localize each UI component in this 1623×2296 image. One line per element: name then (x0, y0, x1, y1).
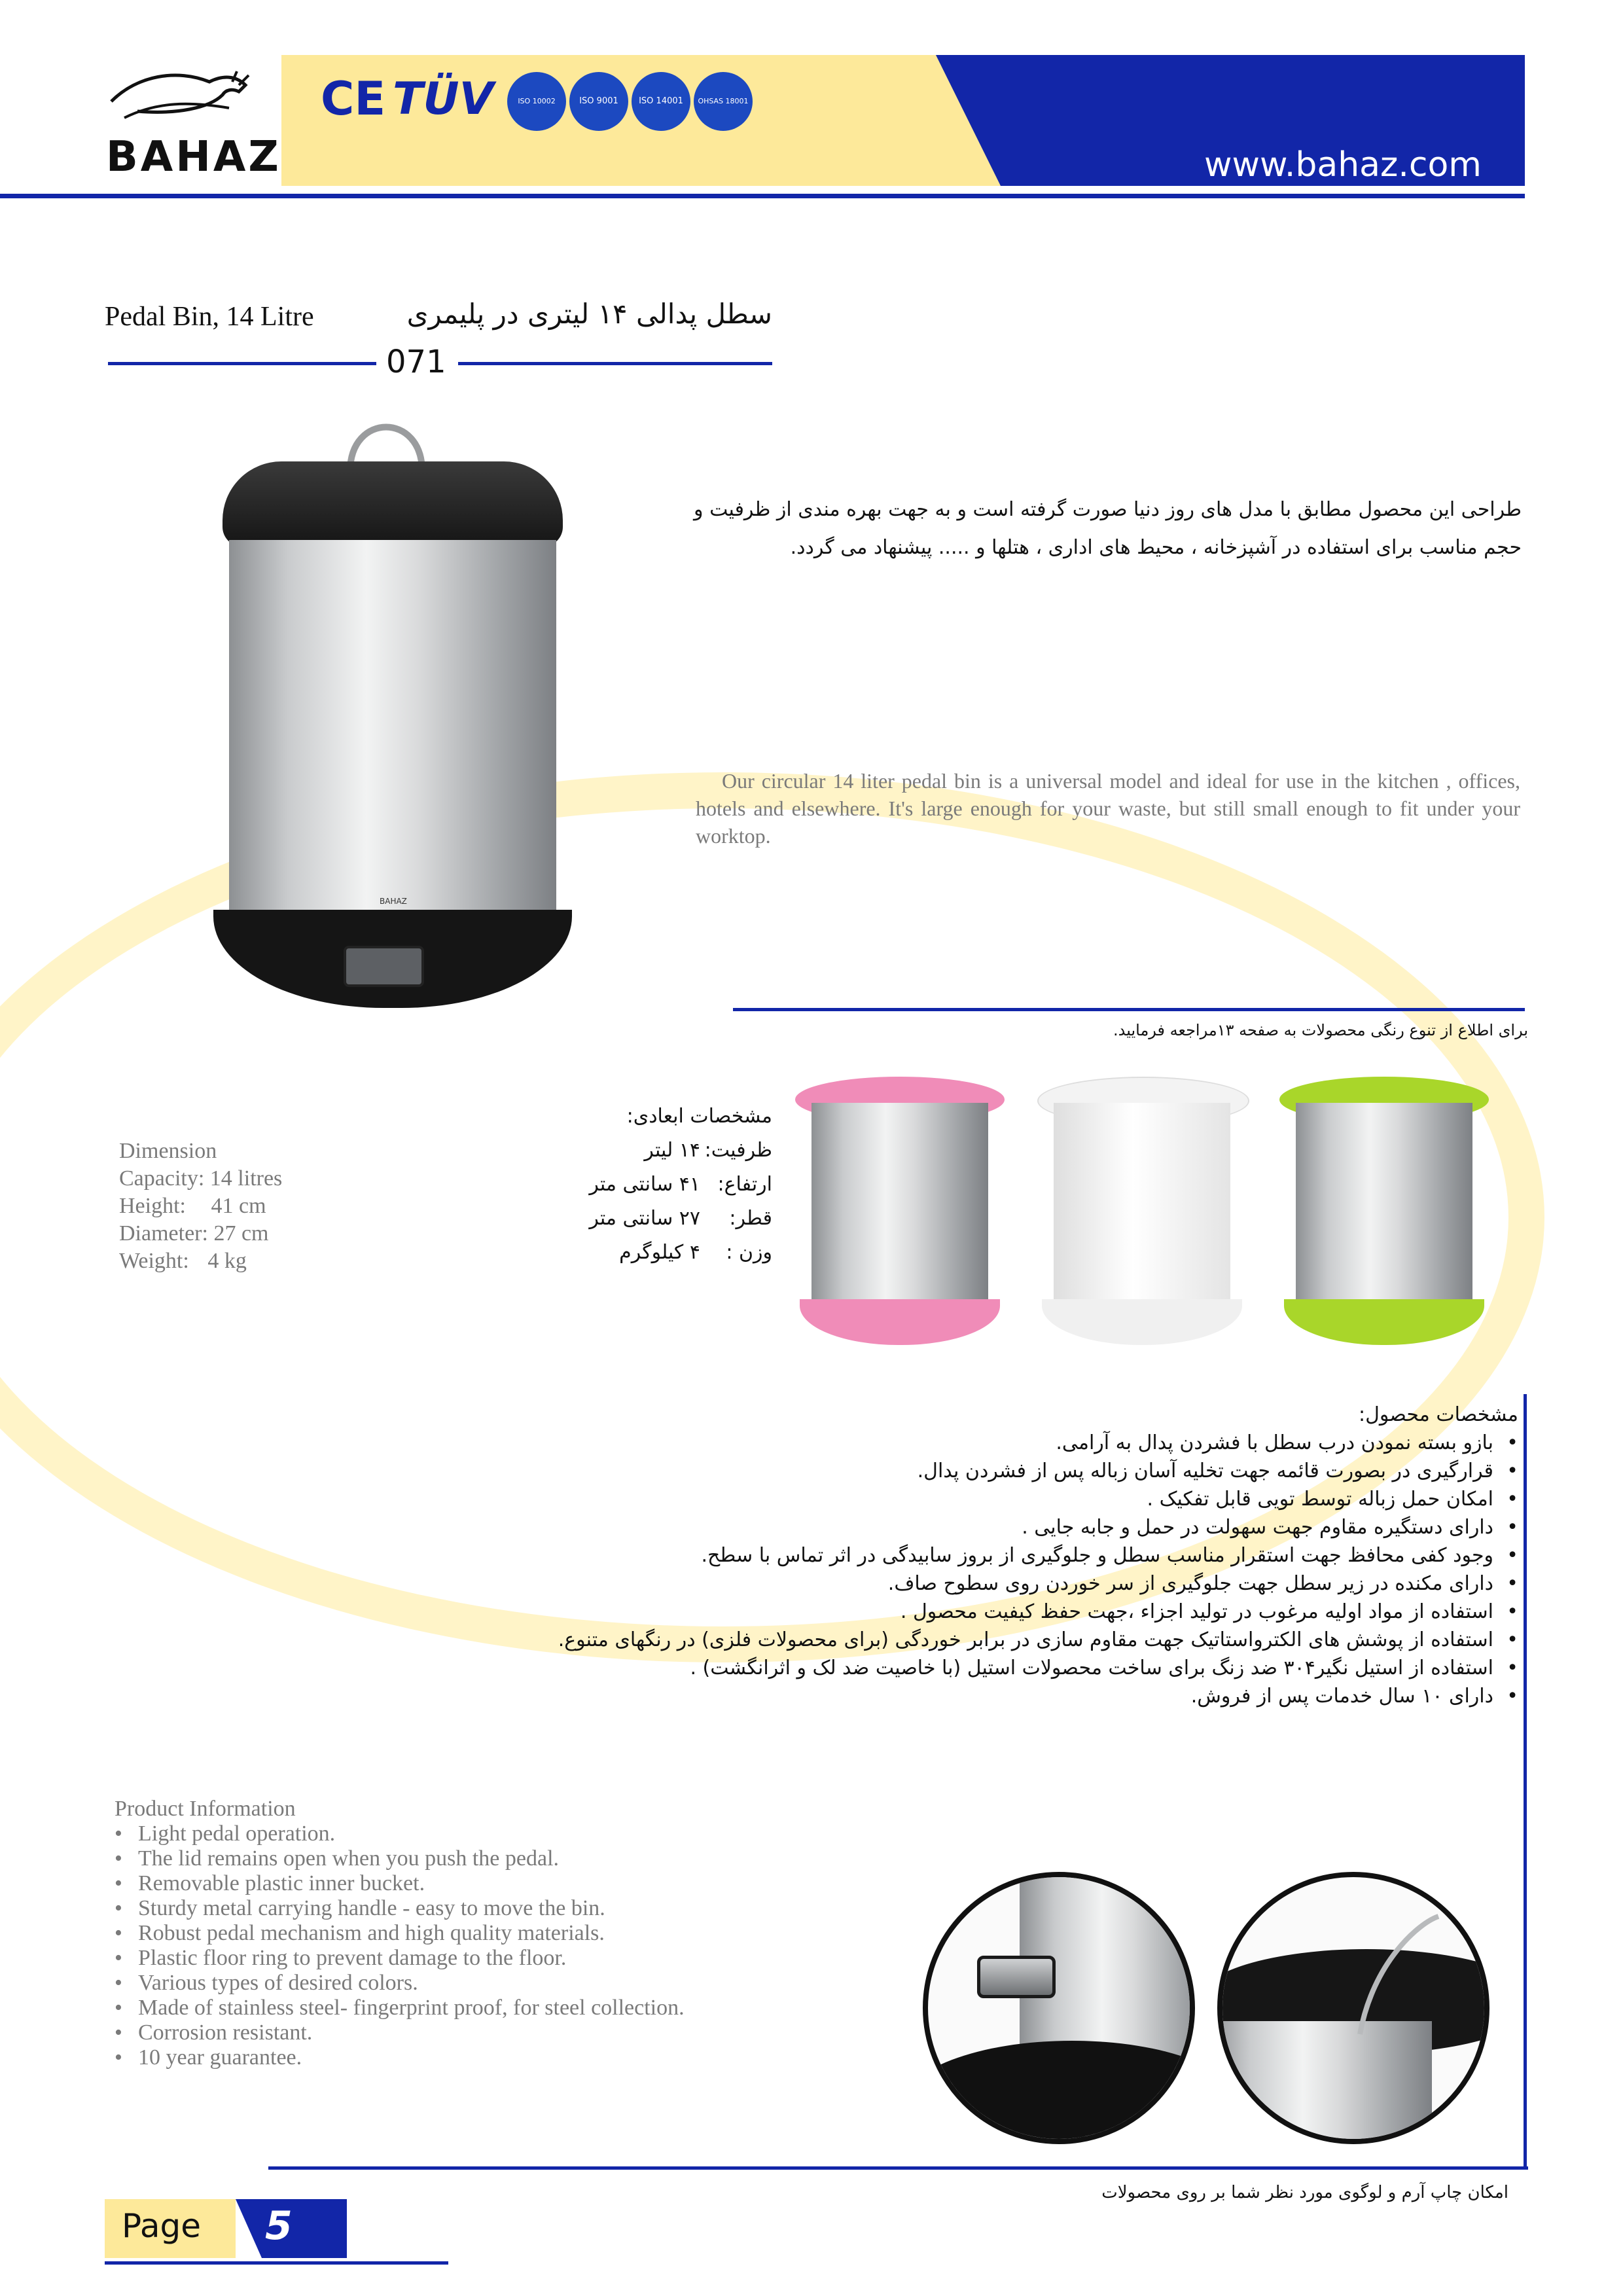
dimension-value-fa: ۴۱ سانتی متر (589, 1173, 700, 1196)
dimension-value: 4 kg (207, 1249, 247, 1273)
list-item: • امکان حمل زباله توسط تویی قابل تفکیک . (445, 1485, 1518, 1513)
white-bin-base (1042, 1299, 1242, 1345)
features-heading-en: Product Information (115, 1797, 296, 1821)
dimension-row (119, 1165, 282, 1193)
detail-base (923, 2041, 1195, 2144)
bin-lid (223, 461, 563, 547)
page-indicator (105, 2199, 347, 2258)
dimension-value: 41 cm (211, 1194, 266, 1218)
dimension-row (119, 1220, 282, 1247)
dimension-label: Capacity: (119, 1166, 205, 1191)
list-item: • استفاده از استیل نگیر۳۰۴ ضد زنگ برای ساخت محصولات استیل (با خاصیت ضد لک و اثرانگشت) . (445, 1654, 1518, 1682)
tuv-mark: TÜV (393, 73, 494, 125)
description-fa: طراحی این محصول مطابق با مدل های روز دنیا صورت گرفته است و به جهت بهره مندی از ظرفیت و حجم مناسب برای استفاده در آشپزخانه ، محیط های اداری ، هتلها و ..... پیشنهاد می گردد. (694, 498, 1522, 559)
dimension-row-fa (537, 1168, 772, 1202)
white-bin-body (1054, 1103, 1230, 1312)
color-variants-image (785, 1041, 1512, 1361)
dimension-value-fa: ۱۴ لیتر (644, 1139, 700, 1162)
list-item: • Plastic floor ring to prevent damage to the floor. (115, 1946, 933, 1971)
list-item: • Corrosion resistant. (115, 2020, 933, 2045)
colors-rule (733, 1008, 1525, 1011)
product-title-en: Pedal Bin, 14 Litre (105, 302, 314, 332)
brand-name: BAHAZ (106, 133, 281, 181)
dimension-label-fa: وزن : (726, 1241, 772, 1264)
detail-image-pedal (923, 1872, 1195, 2144)
list-item: • Various types of desired colors. (115, 1971, 933, 1996)
print-note-fa: امکان چاپ آرم و لوگوی مورد نظر شما بر روی محصولات (1101, 2183, 1508, 2202)
dimension-fa (537, 1100, 772, 1270)
dimension-label: Weight: (119, 1249, 189, 1273)
dimension-label: Height: (119, 1194, 186, 1218)
pink-bin-body (812, 1103, 988, 1312)
ce-mark: CE (321, 72, 386, 126)
list-item: • استفاده از مواد اولیه مرغوب در تولید اجزاء ،جهت حفظ کیفیت محصول . (445, 1598, 1518, 1626)
bin-body (229, 540, 556, 952)
title-rule-left (108, 362, 376, 365)
iso-badges (507, 72, 756, 137)
features-list-fa (445, 1429, 1518, 1710)
header-rule (0, 194, 1525, 198)
title-rule-right (458, 362, 772, 365)
iso-badge: OHSAS 18001 (694, 72, 753, 131)
dimension-row-fa (537, 1134, 772, 1168)
list-item: • Removable plastic inner bucket. (115, 1871, 933, 1896)
bin-logo: BAHAZ (380, 897, 407, 906)
list-item: • 10 year guarantee. (115, 2045, 933, 2070)
color-note-fa: برای اطلاع از تنوع رنگی محصولات به صفحه ۱۳مراجعه فرمایید. (1113, 1021, 1528, 1039)
list-item: • Robust pedal mechanism and high quality materials. (115, 1921, 933, 1946)
page-number: 5 (265, 2203, 293, 2249)
dimension-row-fa (537, 1202, 772, 1236)
list-item: • استفاده از پوشش های الکترواستاتیک جهت مقاوم سازی در برابر خوردگی (برای محصولات فلزی) در رنگهای متنوع. (445, 1626, 1518, 1654)
dimension-heading-fa: مشخصات ابعادی: (626, 1105, 772, 1128)
bottom-rule (268, 2166, 1528, 2170)
list-item: • Made of stainless steel- fingerprint proof, for steel collection. (115, 1996, 933, 2020)
page-label: Page (122, 2207, 202, 2245)
features-heading-fa: مشخصات محصول: (1359, 1403, 1518, 1426)
list-item: • Sturdy metal carrying handle - easy to move the bin. (115, 1896, 933, 1921)
dimension-label-fa: ارتفاع: (717, 1173, 772, 1196)
iso-badge: ISO 9001 (569, 72, 628, 131)
dimension-en (119, 1138, 282, 1275)
dimension-label: Diameter: (119, 1221, 208, 1246)
dimension-heading-en: Dimension (119, 1139, 217, 1163)
product-code: 071 (386, 344, 446, 380)
list-item: • وجود کفی محافظ جهت استقرار مناسب سطل و جلوگیری از بروز سابیدگی در اثر تماس با سطح. (445, 1541, 1518, 1570)
description-en: Our circular 14 liter pedal bin is a universal model and ideal for use in the kitchen , offices, hotels and elsewhere. It's large enough for your waste, but still small enough to fit under your worktop. (696, 769, 1520, 848)
pedal-icon (344, 946, 424, 987)
dimension-value-fa: ۲۷ سانتی متر (589, 1207, 700, 1230)
list-item: • دارای ۱۰ سال خدمات پس از فروش. (445, 1682, 1518, 1710)
horse-logo-icon (98, 62, 262, 134)
list-item: • Light pedal operation. (115, 1821, 933, 1846)
lime-bin-base (1284, 1299, 1484, 1345)
footer-rule (105, 2261, 448, 2265)
dimension-label-fa: ظرفیت: (704, 1139, 772, 1162)
features-fa (445, 1401, 1518, 1710)
product-title-fa: سطل پدالی ۱۴ لیتری در پلیمری (406, 298, 772, 330)
detail-image-handle (1217, 1872, 1489, 2144)
website-link[interactable]: www.bahaz.com (1204, 145, 1482, 185)
pink-bin-base (800, 1299, 1000, 1345)
product-image (209, 399, 576, 1014)
dimension-row-fa (537, 1236, 772, 1270)
features-vertical-rule (1524, 1394, 1527, 2166)
features-list-en (115, 1821, 933, 2070)
list-item: • دارای مکنده در زیر سطل جهت جلوگیری از سر خوردن روی سطوح صاف. (445, 1570, 1518, 1598)
list-item: • قرارگیری در بصورت قائمه جهت تخلیه آسان زباله پس از فشردن پدال. (445, 1457, 1518, 1485)
iso-badge: ISO 10002 (507, 72, 566, 131)
iso-badge: ISO 14001 (632, 72, 690, 131)
features-en (115, 1797, 933, 2070)
dimension-label-fa: قطر: (729, 1207, 772, 1230)
handle-icon (1347, 1910, 1452, 2041)
list-item: • دارای دستگیره مقاوم جهت سهولت در حمل و جابه جایی . (445, 1513, 1518, 1541)
lime-bin-body (1296, 1103, 1472, 1312)
list-item: • The lid remains open when you push the pedal. (115, 1846, 933, 1871)
dimension-value-fa: ۴ کیلوگرم (619, 1241, 700, 1264)
brand-logo (98, 62, 281, 193)
list-item: • بازو بسته نمودن درب سطل با فشردن پدال به آرامی. (445, 1429, 1518, 1457)
dimension-value: 27 cm (213, 1221, 269, 1246)
detail-pedal-icon (977, 1956, 1056, 1998)
dimension-value: 14 litres (209, 1166, 283, 1191)
dimension-row (119, 1193, 282, 1220)
dimension-row (119, 1247, 282, 1275)
